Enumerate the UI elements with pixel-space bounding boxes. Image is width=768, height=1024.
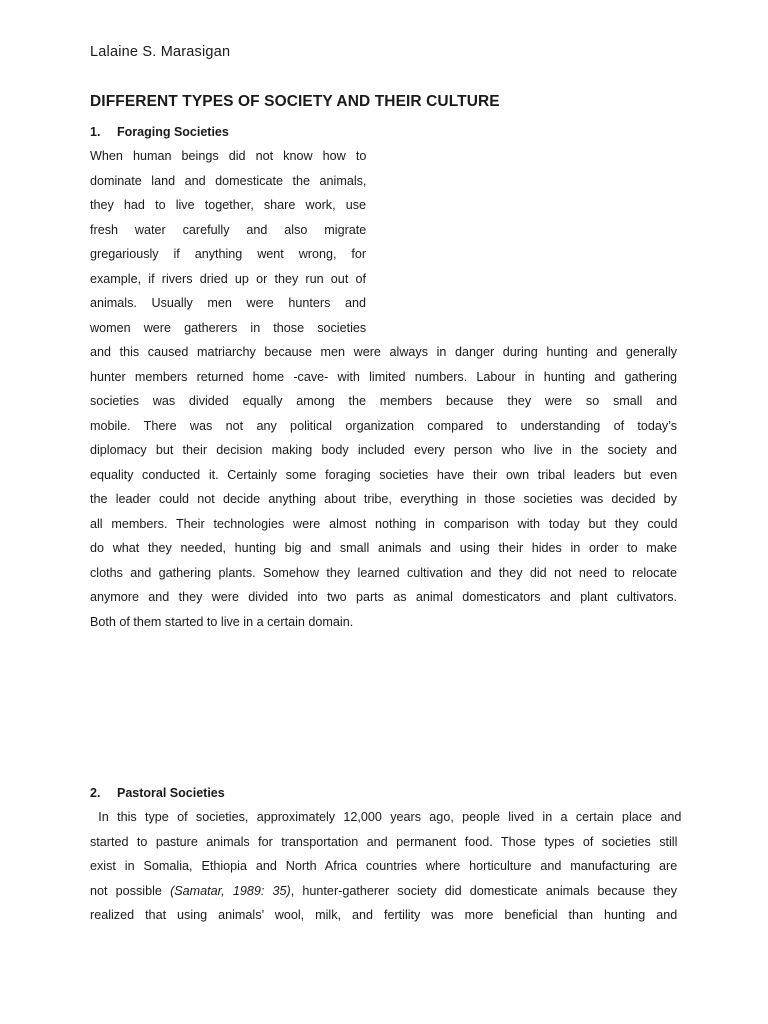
paragraph-line: and this caused matriarchy because men were always in danger during hunting and generally <box>90 345 677 359</box>
paragraph-line: equality conducted it. Certainly some foraging societies have their own tribal leaders but even <box>90 467 678 482</box>
paragraph-line: dominate land and domesticate the animals, <box>90 173 367 188</box>
document-title: DIFFERENT TYPES OF SOCIETY AND THEIR CULTURE <box>90 93 500 110</box>
paragraph-line-with-citation <box>90 879 677 904</box>
section-1-title: Foraging Societies <box>117 125 229 139</box>
paragraph-line: realized that using animals’ wool, milk, and fertility was more beneficial than hunting and <box>90 908 678 922</box>
section-1-wide-paragraph <box>90 340 677 634</box>
line-text: not possible <box>90 883 171 898</box>
paragraph-line: animals. Usually men were hunters and <box>90 296 366 310</box>
paragraph-line: hunter members returned home -cave- with limited numbers. Labour in hunting and gathering <box>90 369 677 384</box>
paragraph-line: the leader could not decide anything about tribe, everything in those societies was decided by <box>90 492 677 506</box>
section-2-title: Pastoral Societies <box>117 786 225 800</box>
section-1-number: 1. <box>90 125 101 139</box>
section-1-heading <box>90 125 229 139</box>
section-1-narrow-paragraph <box>90 144 366 340</box>
paragraph-line: cloths and gathering plants. Somehow they learned cultivation and they did not need to relocate <box>90 565 677 580</box>
author-name: Lalaine S. Marasigan <box>90 44 231 60</box>
paragraph-line: exist in Somalia, Ethiopia and North Africa countries where horticulture and manufacturing are <box>90 859 678 873</box>
paragraph-line: diplomacy but their decision making body included every person who live in the society and <box>90 443 677 457</box>
paragraph-line: Both of them started to live in a certain domain. <box>90 614 354 629</box>
paragraph-line: anymore and they were divided into two parts as animal domesticators and plant cultivators. <box>90 590 677 604</box>
paragraph-line: In this type of societies, approximately 12,000 years ago, people lived in a certain place and <box>90 810 682 824</box>
paragraph-line: women were gatherers in those societies <box>90 320 367 335</box>
paragraph-line: fresh water carefully and also migrate <box>90 222 367 237</box>
citation: (Samatar, 1989: 35) <box>170 883 291 898</box>
section-2-heading <box>90 786 225 800</box>
paragraph-line: When human beings did not know how to <box>90 149 367 163</box>
paragraph-line: societies was divided equally among the members because they were so small and <box>90 394 678 408</box>
paragraph-line: started to pasture animals for transportation and permanent food. Those types of societies still <box>90 834 678 849</box>
paragraph-line: gregariously if anything went wrong, for <box>90 247 367 261</box>
paragraph-line: they had to live together, share work, use <box>90 198 366 212</box>
line-text: , hunter-gatherer society did domesticate animals because they <box>290 883 677 898</box>
section-2-paragraph <box>90 805 682 928</box>
paragraph-line: all members. Their technologies were almost nothing in comparison with today but they could <box>90 516 678 531</box>
paragraph-line: do what they needed, hunting big and small animals and using their hides in order to make <box>90 541 678 555</box>
section-2-number: 2. <box>90 786 101 800</box>
paragraph-line: mobile. There was not any political organization compared to understanding of today’s <box>90 418 678 433</box>
paragraph-line: example, if rivers dried up or they run out of <box>90 271 366 286</box>
